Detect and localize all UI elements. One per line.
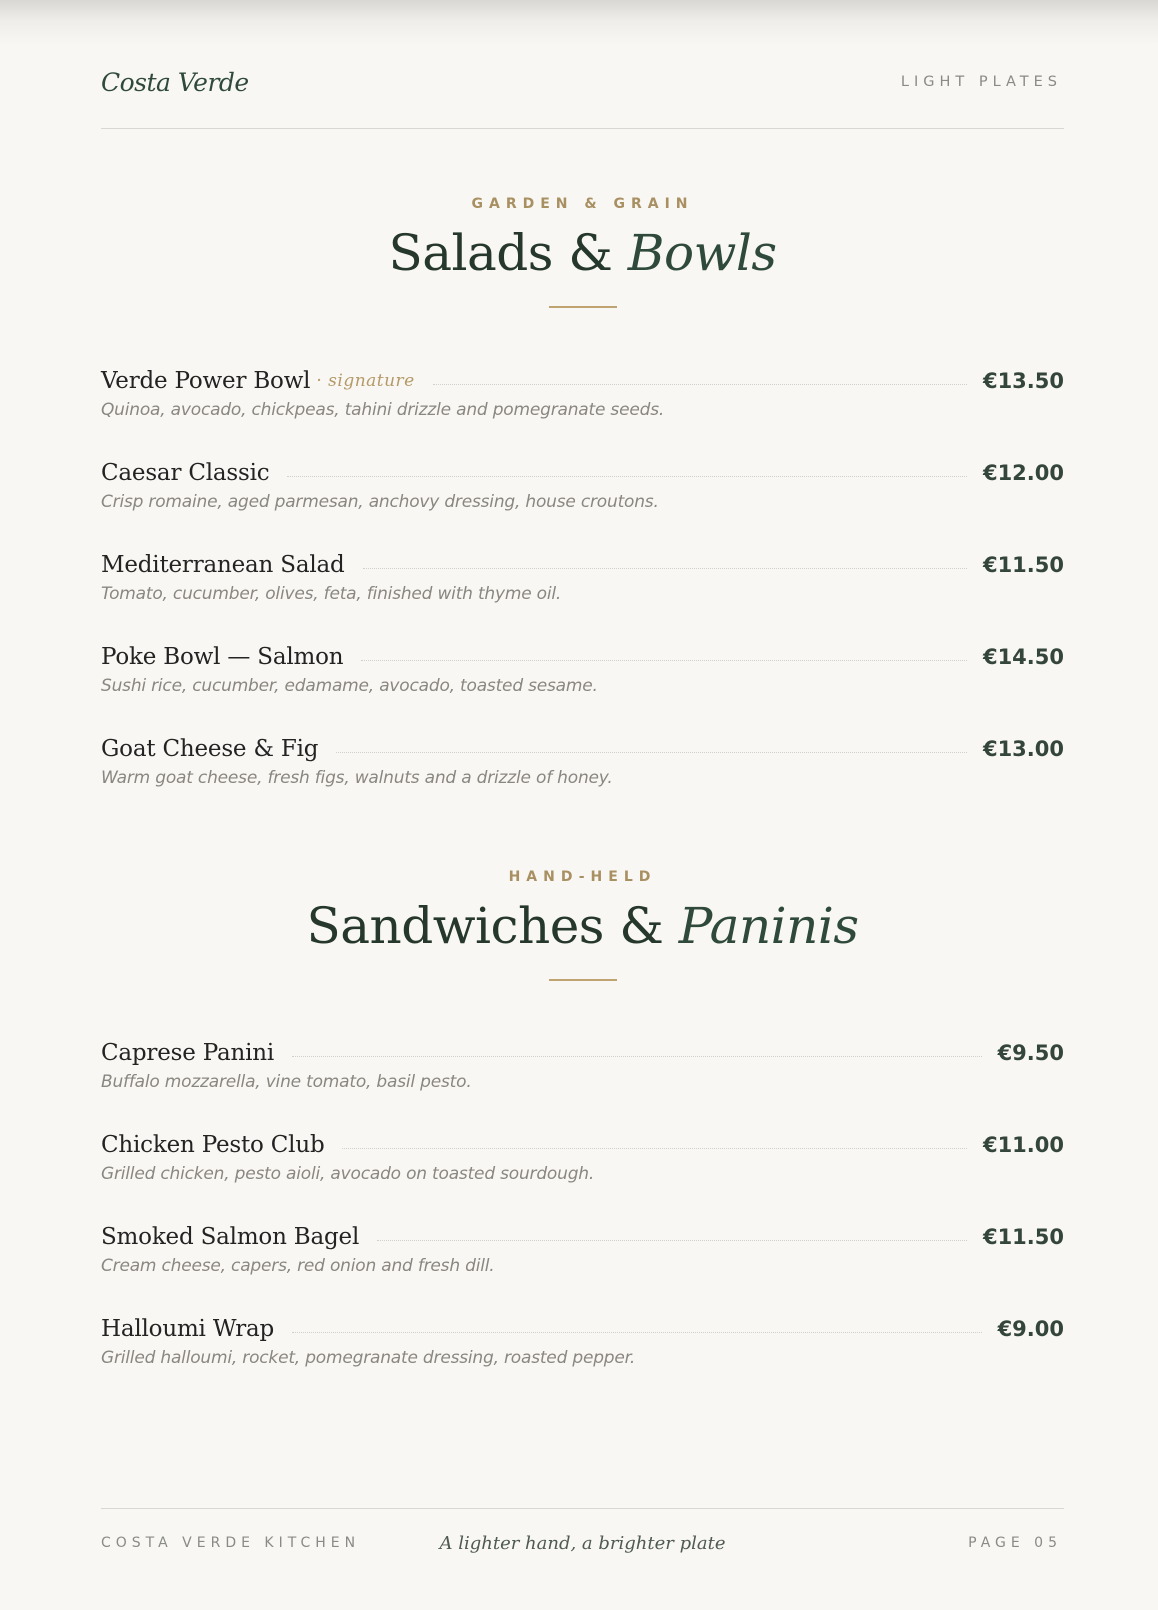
dot-leader <box>287 476 966 477</box>
dot-leader <box>433 384 967 385</box>
item-name: Smoked Salmon Bagel <box>101 1224 360 1250</box>
item-price: €13.00 <box>982 737 1064 761</box>
menu-item <box>101 1221 1064 1276</box>
item-name: Poke Bowl — Salmon <box>101 644 344 670</box>
section-title <box>101 896 1064 956</box>
item-price: €11.50 <box>982 1225 1064 1249</box>
menu-item <box>101 457 1064 512</box>
section-divider <box>549 979 617 981</box>
footer-kitchen-name: COSTA VERDE KITCHEN <box>101 1535 361 1551</box>
menu-item <box>101 365 1064 420</box>
item-description: Sushi rice, cucumber, edamame, avocado, toasted sesame. <box>101 676 598 696</box>
dot-leader <box>342 1148 966 1149</box>
brand-name: Costa Verde <box>101 68 249 97</box>
item-description: Grilled halloumi, rocket, pomegranate dressing, roasted pepper. <box>101 1348 636 1368</box>
item-signature-tag: · signature <box>316 371 415 391</box>
dot-leader <box>292 1332 982 1333</box>
item-description: Grilled chicken, pesto aioli, avocado on toasted sourdough. <box>101 1164 595 1184</box>
dot-leader <box>292 1056 982 1057</box>
item-price: €14.50 <box>982 645 1064 669</box>
menu-item <box>101 1313 1064 1368</box>
section-kicker: GARDEN & GRAIN <box>471 196 694 212</box>
section-salads-bowls <box>101 196 1064 308</box>
footer-tagline: A lighter hand, a brighter plate <box>439 1533 726 1554</box>
item-name: Mediterranean Salad <box>101 552 345 578</box>
item-name: Halloumi Wrap <box>101 1316 275 1342</box>
page-header <box>101 64 1064 129</box>
header-tag: LIGHT PLATES <box>900 74 1062 90</box>
item-name: Goat Cheese & Fig <box>101 736 319 762</box>
item-description: Warm goat cheese, fresh figs, walnuts and a drizzle of honey. <box>101 768 613 788</box>
item-price: €12.00 <box>982 461 1064 485</box>
menu-item <box>101 1129 1064 1184</box>
item-description: Crisp romaine, aged parmesan, anchovy dressing, house croutons. <box>101 492 659 512</box>
item-description: Buffalo mozzarella, vine tomato, basil pesto. <box>101 1072 472 1092</box>
menu-item <box>101 733 1064 788</box>
item-name: Verde Power Bowl <box>101 368 311 394</box>
menu-item <box>101 641 1064 696</box>
item-price: €11.00 <box>982 1133 1064 1157</box>
section-kicker: HAND-HELD <box>508 869 657 885</box>
menu-page <box>101 0 1064 1610</box>
item-price: €11.50 <box>982 553 1064 577</box>
dot-leader <box>363 568 967 569</box>
section-title-plain: Sandwiches & <box>306 897 679 955</box>
item-name: Chicken Pesto Club <box>101 1132 325 1158</box>
section-title-italic: Paninis <box>678 897 859 955</box>
dot-leader <box>336 752 967 753</box>
section-title-italic: Bowls <box>627 224 777 282</box>
item-description: Tomato, cucumber, olives, feta, finished with thyme oil. <box>101 584 562 604</box>
section-divider <box>549 306 617 308</box>
section-sandwiches-paninis <box>101 869 1064 981</box>
item-description: Quinoa, avocado, chickpeas, tahini drizzle and pomegranate seeds. <box>101 400 665 420</box>
item-price: €9.50 <box>997 1041 1064 1065</box>
item-name: Caesar Classic <box>101 460 270 486</box>
page-footer <box>101 1508 1064 1569</box>
dot-leader <box>377 1240 967 1241</box>
footer-page-number: PAGE 05 <box>968 1535 1062 1551</box>
item-description: Cream cheese, capers, red onion and fresh dill. <box>101 1256 495 1276</box>
section-title-plain: Salads & <box>388 224 628 282</box>
item-name: Caprese Panini <box>101 1040 275 1066</box>
item-price: €13.50 <box>982 369 1064 393</box>
dot-leader <box>361 660 967 661</box>
menu-item <box>101 549 1064 604</box>
section-title <box>101 223 1064 283</box>
item-price: €9.00 <box>997 1317 1064 1341</box>
menu-item <box>101 1037 1064 1092</box>
